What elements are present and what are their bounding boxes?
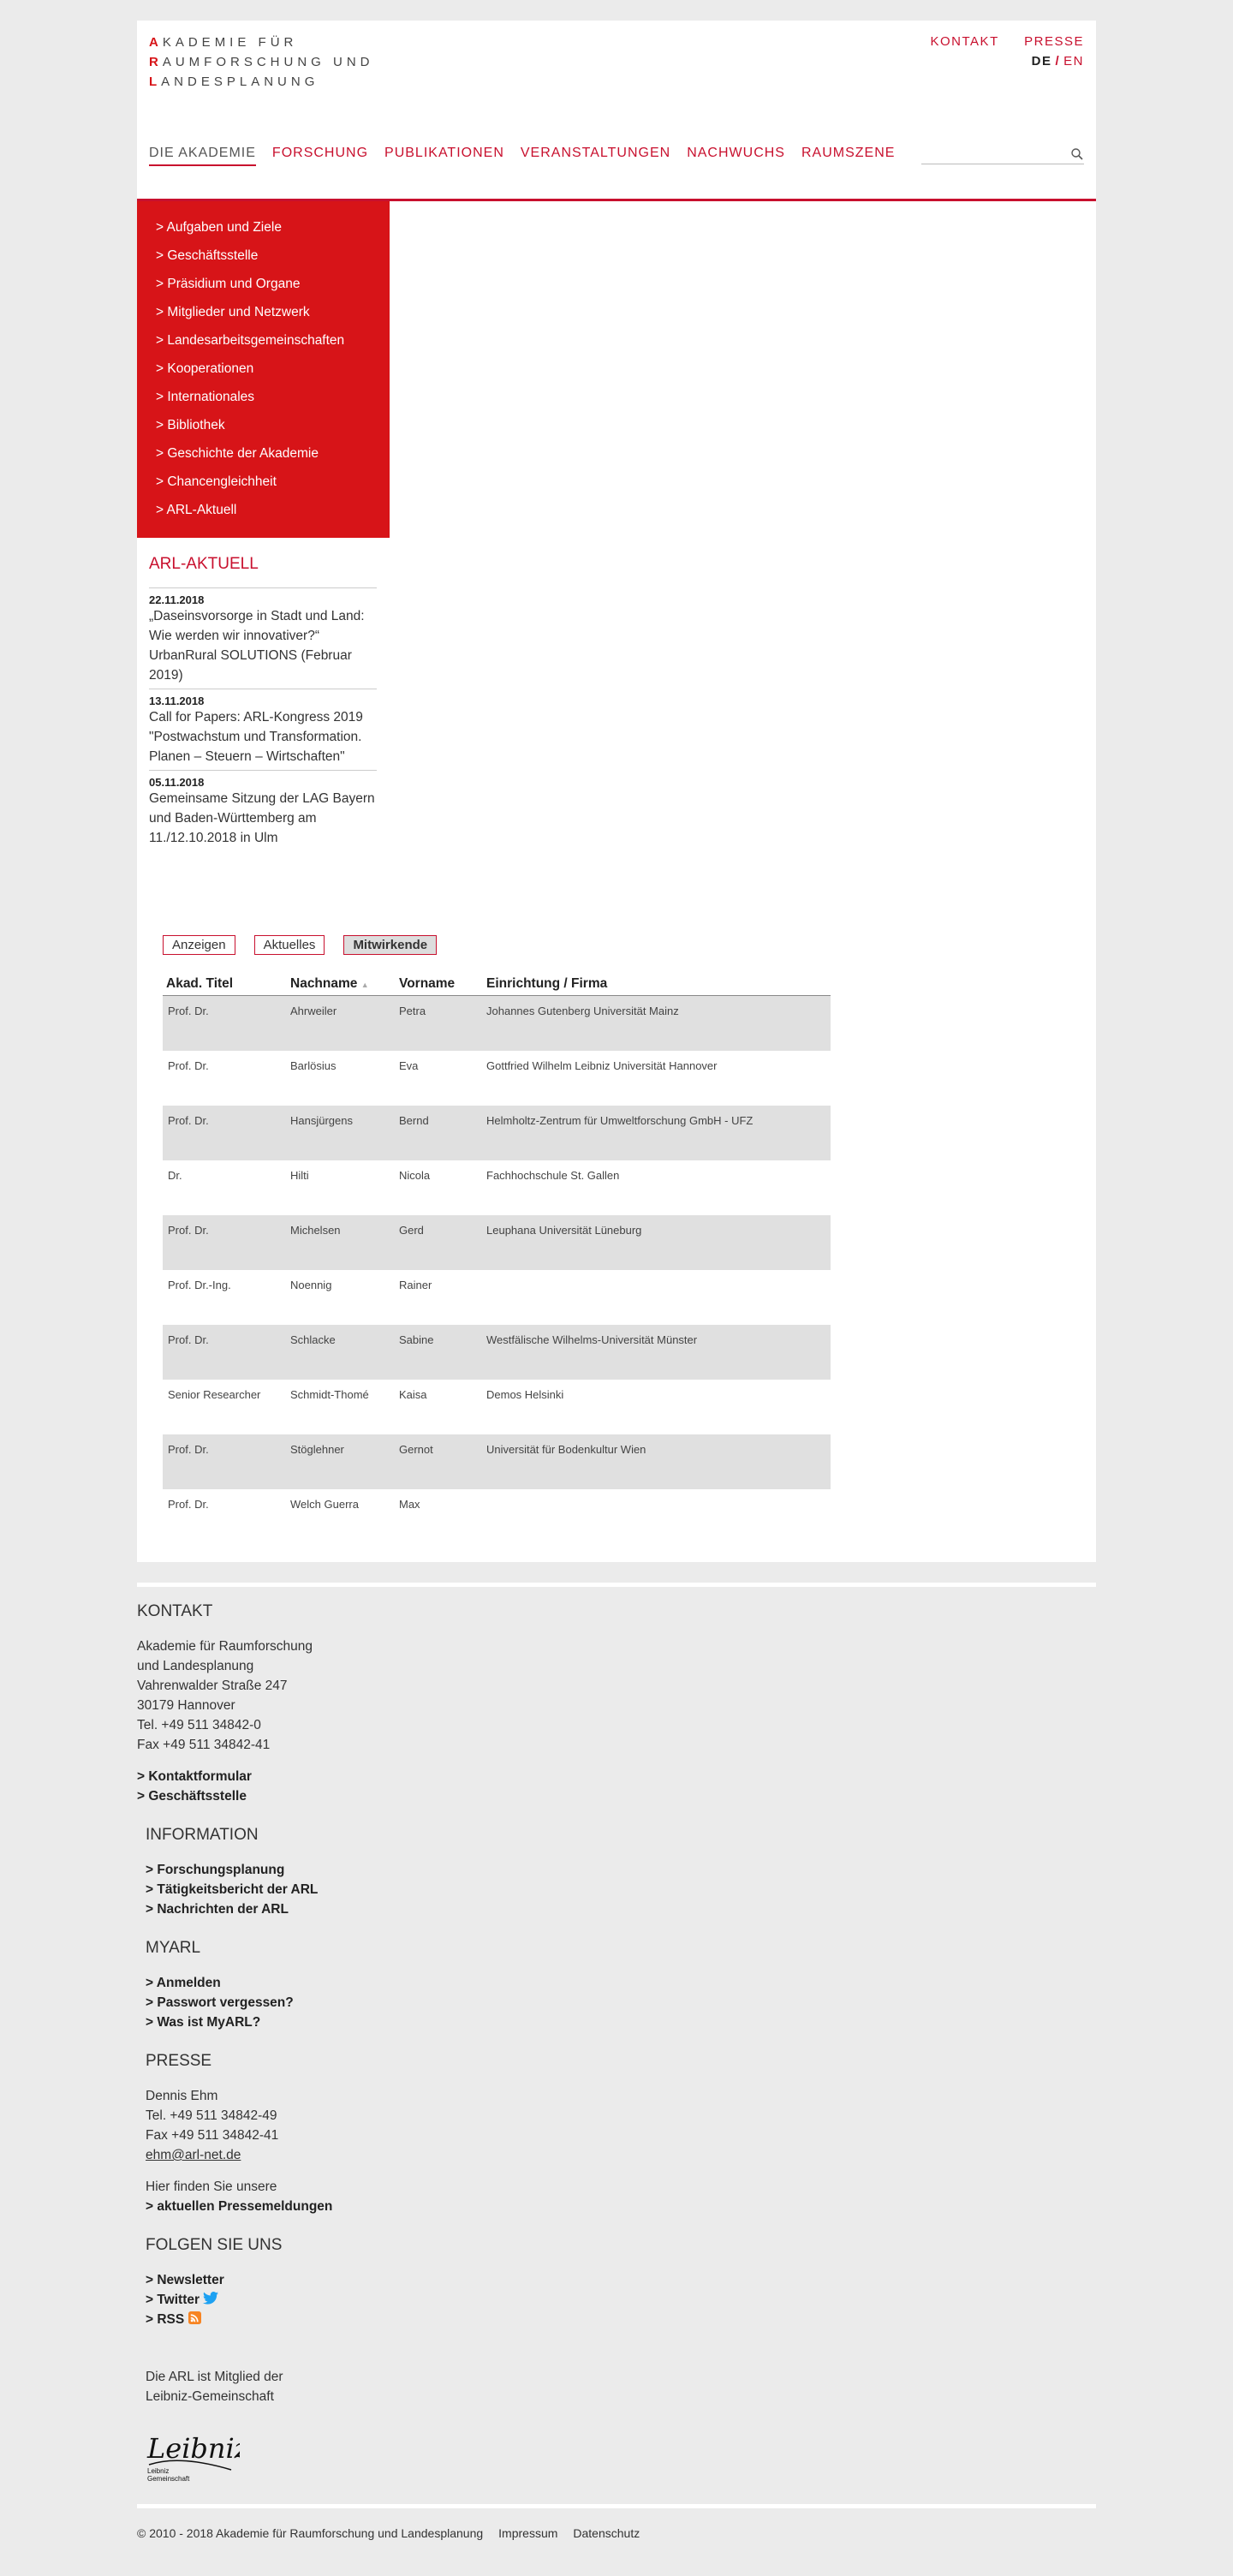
subnav-bibliothek[interactable]: > Bibliothek — [156, 418, 225, 432]
address-line: 30179 Hannover — [137, 1698, 235, 1713]
member-line: Die ARL ist Mitglied der — [146, 2370, 283, 2384]
footer-presse-heading: PRESSE — [146, 2052, 212, 2070]
address-line: und Landesplanung — [137, 1659, 254, 1673]
rss-link[interactable]: > RSS — [146, 2310, 651, 2329]
table-row[interactable] — [163, 1325, 831, 1380]
cell-einrichtung: Universität für Bodenkultur Wien — [483, 1434, 831, 1489]
leibniz-membership — [137, 2367, 651, 2493]
cell-vorname: Kaisa — [399, 1387, 427, 1401]
news-item[interactable] — [149, 587, 377, 689]
newsletter-link[interactable]: > Newsletter — [146, 2273, 224, 2287]
search-icon[interactable] — [1070, 147, 1084, 161]
geschaeftsstelle-link[interactable]: > Geschäftsstelle — [137, 1789, 247, 1804]
cell-titel: Dr. — [168, 1168, 182, 1182]
lang-separator: / — [1055, 54, 1061, 69]
cell-nachname: Welch Guerra — [290, 1497, 359, 1511]
kontakt-link[interactable]: KONTAKT — [930, 34, 999, 49]
cell-vorname: Rainer — [399, 1278, 432, 1291]
news-title[interactable]: „Daseinsvorsorge in Stadt und Land: Wie werden wir innovativer?“ UrbanRural SOLUTIONS (Februar 2019) — [149, 609, 365, 683]
subnav-landesarbeitsgemeinschaften[interactable]: > Landesarbeitsgemeinschaften — [156, 333, 345, 348]
cell-titel: Prof. Dr.-Ing. — [168, 1278, 231, 1291]
cell-titel: Prof. Dr. — [163, 1434, 287, 1489]
cell-vorname: Sabine — [396, 1325, 483, 1380]
table-row[interactable] — [163, 1051, 831, 1106]
footer-myarl-heading: MYARL — [146, 1939, 201, 1957]
kontaktformular-link[interactable]: > Kontaktformular — [137, 1769, 252, 1784]
language-switcher — [910, 54, 1085, 69]
cell-nachname: Stöglehner — [287, 1434, 396, 1489]
table-row[interactable] — [163, 996, 831, 1051]
cell-titel: Prof. Dr. — [168, 1497, 209, 1511]
table-row[interactable] — [163, 1489, 831, 1544]
forschungsplanung-link[interactable]: > Forschungsplanung — [146, 1863, 285, 1877]
footer-folgen — [137, 2235, 651, 2329]
content-tabs — [163, 935, 456, 955]
cell-einrichtung: Johannes Gutenberg Universität Mainz — [483, 996, 831, 1051]
news-title[interactable]: Gemeinsame Sitzung der LAG Bayern und Baden-Württemberg am 11./12.10.2018 in Ulm — [149, 791, 375, 845]
rss-icon — [188, 2311, 201, 2324]
tab-mitwirkende[interactable]: Mitwirkende — [343, 935, 437, 955]
cell-nachname: Schmidt-Thomé — [290, 1387, 369, 1401]
cell-titel: Prof. Dr. — [168, 1058, 209, 1072]
svg-text:Leibniz: Leibniz — [147, 2467, 170, 2475]
cell-nachname: Ahrweiler — [287, 996, 396, 1051]
cell-titel: Prof. Dr. — [163, 1215, 287, 1270]
nav-publikationen[interactable]: PUBLIKATIONEN — [384, 146, 504, 160]
cell-titel: Prof. Dr. — [163, 1325, 287, 1380]
cell-nachname: Hilti — [290, 1168, 309, 1182]
logo-line-1: AKADEMIE FÜR — [149, 35, 298, 50]
nav-forschung[interactable]: FORSCHUNG — [271, 146, 369, 160]
news-date: 22.11.2018 — [149, 593, 205, 606]
address-line: Vahrenwalder Straße 247 — [137, 1679, 288, 1693]
news-item[interactable] — [149, 770, 377, 851]
tab-anzeigen[interactable]: Anzeigen — [163, 935, 235, 955]
cell-vorname: Gerd — [396, 1215, 483, 1270]
cell-nachname: Hansjürgens — [287, 1106, 396, 1160]
subnav-geschichte[interactable]: > Geschichte der Akademie — [156, 446, 319, 461]
table-row[interactable] — [163, 1434, 831, 1489]
member-line: Leibniz-Gemeinschaft — [146, 2389, 274, 2404]
news-title[interactable]: Call for Papers: ARL-Kongress 2019 "Postwachstum und Transformation. Planen – Steuern – Wirtschaften" — [149, 710, 363, 764]
logo-line-3: LANDESPLANUNG — [149, 75, 319, 89]
nav-raumszene[interactable]: RAUMSZENE — [801, 146, 896, 160]
cell-vorname: Bernd — [396, 1106, 483, 1160]
cell-einrichtung: Fachhochschule St. Gallen — [486, 1168, 620, 1182]
cell-einrichtung — [483, 1489, 831, 1544]
footer-information — [137, 1825, 651, 1919]
cell-nachname: Michelsen — [287, 1215, 396, 1270]
footer-divider — [137, 1583, 1096, 1587]
footer-kontakt-heading: KONTAKT — [137, 1602, 213, 1620]
meta-navigation — [910, 34, 1085, 69]
cell-einrichtung: Gottfried Wilhelm Leibniz Universität Hannover — [486, 1058, 718, 1072]
twitter-icon — [203, 2292, 218, 2305]
cell-vorname: Max — [399, 1497, 420, 1511]
subnav-kooperationen[interactable]: > Kooperationen — [156, 361, 254, 376]
search-box — [921, 147, 1084, 164]
subnav-chancengleichheit[interactable]: > Chancengleichheit — [156, 474, 277, 489]
logo-line-2: RAUMFORSCHUNG UND — [149, 55, 374, 69]
subnav-praesidium[interactable]: > Präsidium und Organe — [156, 277, 301, 291]
sidebar-subnav — [137, 201, 390, 538]
address-line: Akademie für Raumforschung — [137, 1639, 313, 1654]
cell-vorname: Gernot — [396, 1434, 483, 1489]
footer-folgen-heading: FOLGEN SIE UNS — [146, 2236, 283, 2254]
cell-nachname: Barlösius — [290, 1058, 337, 1072]
passwort-vergessen-link[interactable]: > Passwort vergessen? — [146, 1995, 294, 2010]
lang-de: DE — [1031, 54, 1052, 69]
subnav-geschaeftsstelle[interactable]: > Geschäftsstelle — [156, 248, 259, 263]
cell-titel: Prof. Dr. — [163, 1106, 287, 1160]
press-contact-name: Dennis Ehm — [146, 2089, 218, 2103]
cell-einrichtung: Demos Helsinki — [486, 1387, 564, 1401]
pressemeldungen-link[interactable]: > aktuellen Pressemeldungen — [146, 2199, 333, 2214]
nav-veranstaltungen[interactable]: VERANSTALTUNGEN — [520, 146, 671, 160]
taetigkeitsbericht-link[interactable]: > Tätigkeitsbericht der ARL — [146, 1882, 319, 1897]
subnav-aufgaben-und-ziele[interactable]: > Aufgaben und Ziele — [156, 220, 282, 235]
cell-einrichtung: Helmholtz-Zentrum für Umweltforschung GmbH - UFZ — [483, 1106, 831, 1160]
table-row[interactable] — [163, 1160, 831, 1215]
nav-die-akademie[interactable]: DIE AKADEMIE — [149, 146, 256, 166]
nav-nachwuchs[interactable]: NACHWUCHS — [687, 146, 785, 160]
table-row[interactable] — [163, 1215, 831, 1270]
subnav-internationales[interactable]: > Internationales — [156, 390, 255, 404]
sort-asc-icon: ▲ — [360, 981, 369, 989]
cell-einrichtung: Leuphana Universität Lüneburg — [483, 1215, 831, 1270]
news-date: 05.11.2018 — [149, 776, 205, 789]
cell-vorname: Nicola — [399, 1168, 431, 1182]
impressum-link[interactable]: Impressum — [498, 2526, 558, 2540]
press-text: Hier finden Sie unsere — [146, 2179, 277, 2194]
cell-titel: Prof. Dr. — [163, 996, 287, 1051]
main-content-panel — [137, 21, 1096, 1562]
col-header-titel[interactable]: Akad. Titel — [163, 973, 287, 996]
subnav-mitglieder[interactable]: > Mitglieder und Netzwerk — [156, 305, 310, 319]
nachrichten-link[interactable]: > Nachrichten der ARL — [146, 1902, 289, 1917]
copyright-text: © 2010 - 2018 Akademie für Raumforschung und Landesplanung — [137, 2526, 484, 2540]
footer — [137, 1601, 651, 2493]
cell-nachname: Schlacke — [287, 1325, 396, 1380]
table-row[interactable] — [163, 1106, 831, 1160]
was-ist-myarl-link[interactable]: > Was ist MyARL? — [146, 2015, 261, 2030]
footer-myarl — [137, 1938, 651, 2032]
news-box — [149, 555, 377, 851]
news-heading: ARL-AKTUELL — [149, 555, 259, 573]
kontakt-links — [137, 1767, 651, 1806]
search-input[interactable] — [921, 148, 1058, 161]
tab-aktuelles[interactable]: Aktuelles — [254, 935, 325, 955]
cell-vorname: Petra — [396, 996, 483, 1051]
table-row[interactable] — [163, 1270, 831, 1325]
cell-vorname: Eva — [399, 1058, 419, 1072]
footer-information-heading: INFORMATION — [146, 1826, 259, 1844]
cell-einrichtung: Westfälische Wilhelms-Universität Münster — [483, 1325, 831, 1380]
anmelden-link[interactable]: > Anmelden — [146, 1976, 221, 1990]
arl-logo[interactable] — [149, 33, 374, 92]
phone-line: Tel. +49 511 34842-0 — [137, 1718, 261, 1732]
main-navigation — [149, 146, 911, 166]
leibniz-logo[interactable] — [146, 2420, 240, 2487]
svg-text:Leibniz: Leibniz — [147, 2432, 240, 2465]
col-header-nachname[interactable]: Nachname ▲ — [287, 973, 396, 996]
copyright-bar — [137, 2526, 640, 2540]
fax-line: Fax +49 511 34842-41 — [137, 1738, 271, 1752]
col-header-vorname[interactable]: Vorname — [396, 973, 483, 996]
cell-einrichtung — [483, 1270, 831, 1325]
subnav-arl-aktuell[interactable]: > ARL-Aktuell — [156, 503, 237, 517]
datenschutz-link[interactable]: Datenschutz — [573, 2526, 640, 2540]
col-header-einrichtung[interactable]: Einrichtung / Firma — [483, 973, 831, 996]
cell-nachname: Noennig — [290, 1278, 332, 1291]
press-phone: Tel. +49 511 34842-49 — [146, 2108, 277, 2123]
table-row[interactable] — [163, 1380, 831, 1434]
footer-kontakt — [137, 1601, 651, 1806]
twitter-link[interactable]: > Twitter — [146, 2290, 651, 2310]
press-fax: Fax +49 511 34842-41 — [146, 2128, 279, 2143]
news-date: 13.11.2018 — [149, 695, 205, 707]
news-item[interactable] — [149, 689, 377, 770]
footer-presse — [137, 2051, 651, 2216]
svg-text:Gemeinschaft: Gemeinschaft — [147, 2475, 190, 2483]
cell-titel: Senior Researcher — [168, 1387, 261, 1401]
lang-en[interactable]: EN — [1063, 54, 1084, 69]
bottom-divider — [137, 2504, 1096, 2508]
members-table — [163, 973, 831, 1544]
presse-link[interactable]: PRESSE — [1024, 34, 1084, 49]
press-email-link[interactable]: ehm@arl-net.de — [146, 2148, 241, 2162]
